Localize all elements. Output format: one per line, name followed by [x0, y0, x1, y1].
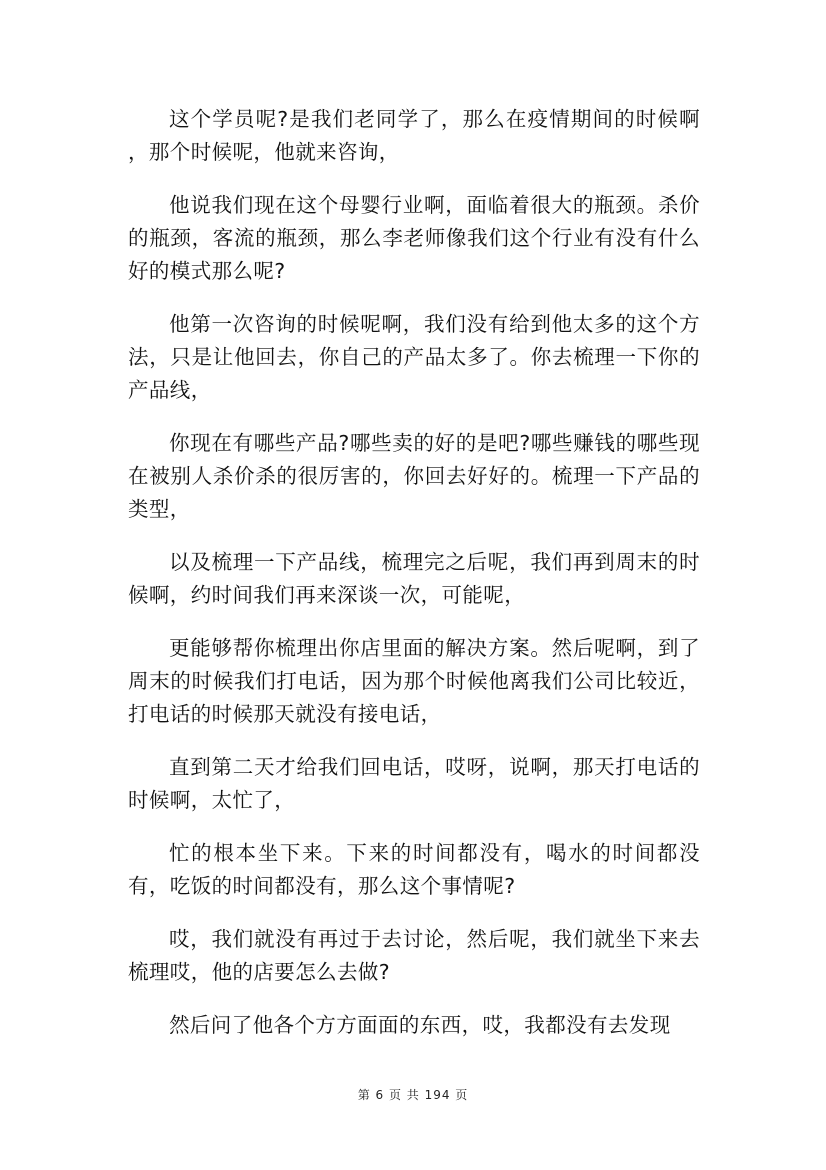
paragraph: 你现在有哪些产品?哪些卖的好的是吧?哪些赚钱的哪些现在被别人杀价杀的很厉害的，你回去好好的。梳理一下产品的类型， — [128, 431, 700, 521]
paragraph: 他第一次咨询的时候呢啊，我们没有给到他太多的这个方法，只是让他回去，你自己的产品太多了。你去梳理一下你的产品线， — [128, 312, 700, 402]
page-number-footer: 第 6 页 共 194 页 — [357, 1088, 469, 1102]
paragraph: 这个学员呢?是我们老同学了，那么在疫情期间的时候啊 ，那个时候呢，他就来咨询， — [128, 107, 700, 164]
paragraph: 更能够帮你梳理出你店里面的解决方案。然后呢啊，到了周末的时候我们打电话，因为那个时候他离我们公司比较近，打电话的时候那天就没有接电话， — [128, 636, 700, 726]
paragraph: 哎，我们就没有再过于去讨论，然后呢，我们就坐下来去梳理哎，他的店要怎么去做? — [128, 927, 700, 984]
paragraph: 然后问了他各个方方面面的东西，哎，我都没有去发现 — [169, 1013, 671, 1037]
paragraph: 直到第二天才给我们回电话，哎呀，说啊，那天打电话的时候啊，太忙了， — [128, 755, 700, 812]
paragraph: 以及梳理一下产品线，梳理完之后呢，我们再到周末的时候啊，约时间我们再来深谈一次，可能呢， — [128, 550, 700, 607]
paragraph: 他说我们现在这个母婴行业啊，面临着很大的瓶颈。杀价的瓶颈，客流的瓶颈，那么李老师像我们这个行业有没有什么好的模式那么呢? — [128, 193, 700, 283]
paragraph: 忙的根本坐下来。下来的时间都没有，喝水的时间都没有，吃饭的时间都没有，那么这个事情呢? — [128, 841, 700, 898]
document-body — [128, 103, 700, 1062]
